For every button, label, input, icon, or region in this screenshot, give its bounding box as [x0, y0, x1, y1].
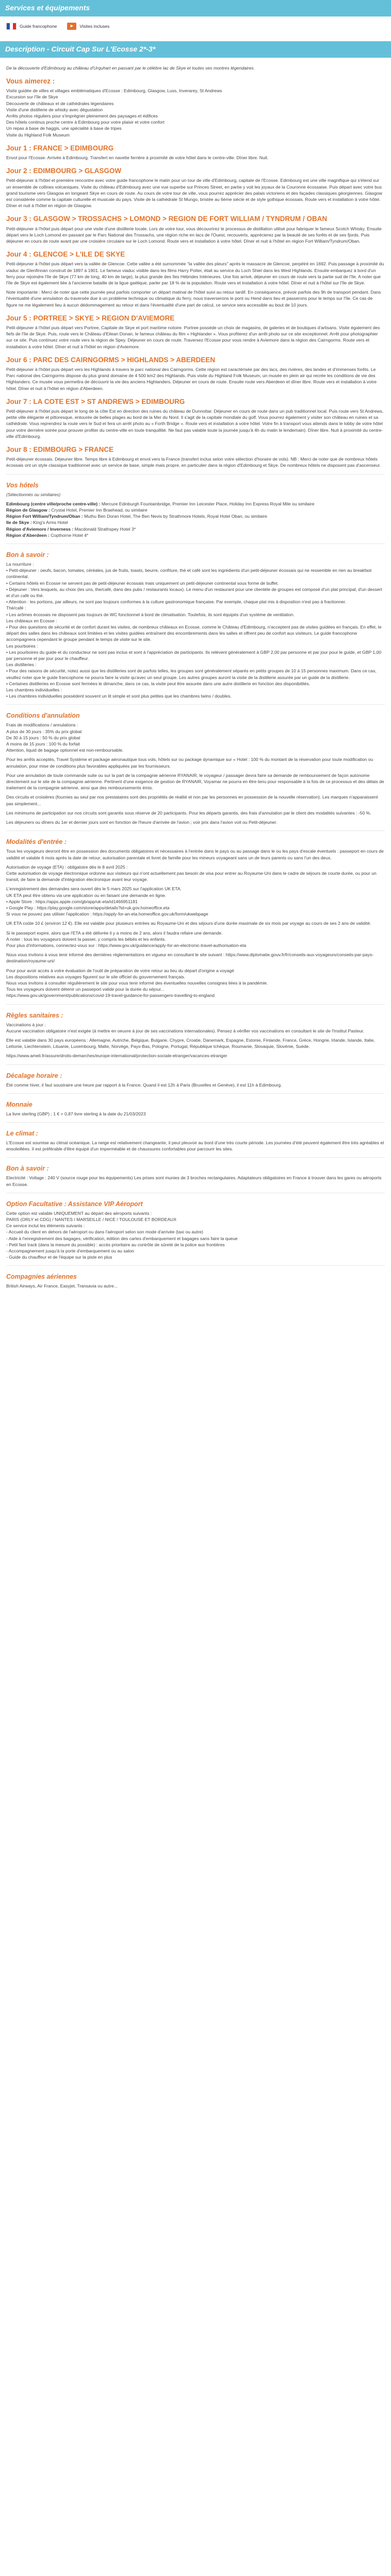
- list-item: UK ETA peut être obtenu via une application ou en faisant une demande en ligne.: [6, 892, 166, 898]
- bon-savoir-2-title: Bon à savoir :: [6, 1165, 49, 1173]
- list-item: - Accompagnement jusqu'à la porte d'embarquement ou au salon: [6, 1248, 134, 1254]
- hotels-list: [6, 501, 385, 538]
- list-item: Si le passeport expire, alors que l'ETA a été délivrée il y a moins de 2 ans, alors il faudra refaire une demande.: [6, 930, 223, 936]
- list-item: Aucune vaccination obligatoire n'est exigée (à mettre en oeuvre à jour de ses vaccinations internationales). Pensez à vérifier vos vaccinations en consultant le site de l'Institut Pasteur.: [6, 1028, 365, 1033]
- climat-text: L'Ecosse est soumise au climat océanique. La neige est relativement changeante, il peut pleuvoir au bord d'une très courte période. Les journées d'été peuvent également être très agréables et ensoleillées. Il est préférable d'être équipé d'un imperméable et de chaussures confortables pour parcourir les sites.: [6, 1140, 384, 1152]
- list-item: • Pour des questions de sécurité et de confort durant les visites, de nombreux châteaux en Ecosse, comme le Château d'Edimbourg, n'acceptent pas de visites guidées en français. En effet, le départ des salles dans les châteaux sont limitées et les visites guidées entraînent des encombrements dans les salles et offrent peu de confort aux visiteurs. Le guide francophone accompagnera cependant le groupe pendant le temps de visite sur le site.: [6, 624, 382, 642]
- list-item: • Attention : les portions, par ailleurs, ne sont pas toujours conformes à la culture gastronomique française. Par exemple, chaque plat mis à disposition n'est pas à fractionner.: [6, 599, 347, 605]
- list-item: Tous les voyageurs devront être en possession des documents obligatoires et nécessaires à l'entrée dans le pays ou au passage dans le ou les pays d'escale éventuels : passeport en cours de validité et valable 6 mois après la date de retour, autorisation parentale et livret de famille pour les mineurs voyageant sans un de leurs parents ou sans l'un des deux.: [6, 849, 384, 860]
- list-item: Les pourboires :: [6, 643, 38, 649]
- list-item: Pour une annulation de toute commande suite ou sur la part de la compagnie aérienne RYANAIR, le voyageur / passager devra faire sa demande de remboursement de façon autonome directement sur le site de la compagnie aérienne. Pertinent d'une exigence de gestion de RYANAIR, Voyamar ne pourra en être tenu pour responsable à la fois de ce processus et des délais de traitement de la compagnie aérienne, ainsi que des remboursements émis.: [6, 772, 384, 791]
- list-item: Pour pour avoir accès à votre évaluation de l'outil de préparation de votre retour au lieu du départ d'origine a voyagé: [6, 968, 234, 973]
- features-row: [0, 16, 391, 36]
- divider: [6, 1004, 385, 1005]
- list-item: Thé/café :: [6, 605, 26, 611]
- decalage-title: Décalage horaire :: [6, 1072, 62, 1079]
- hotel-entry: Région de Glasgow : Crystal Hotel, Premier Inn Braehead, ou similaire: [6, 507, 148, 513]
- list-item: Arrêts photos réguliers pour s'imprégner pleinement des paysages et édifices: [6, 113, 158, 118]
- list-item: Les déjeuners ou dîners du 1er et dernier jours sont en fonction de l'heure d'arrivée de l'avion ; voir prix dans l'avion voit ou Petit-déjeuner.: [6, 820, 278, 825]
- day-4-note: Note importante : Merci de noter que cette journée peut parfois comporter un départ matinal de l'hôtel suivi au retour tardif. En conséquence, prévoir parfois des 9h de transport pendant. Dans l'éventualité d'une annulation du traversée due à un problème technique ou climatique du ferry, nous traverserons le pont ou Hend dans lieu et passerons pour le temps sur l'île. Ce cas de figure ne me légalement lieu à aucun dédommagement au retour et dans l'éventualité d'une part de calcul, ce service sera accessible au bout de 10 jours.: [6, 290, 381, 308]
- assistance-title: Option Facultative : Assistance VIP Aéroport: [6, 1200, 143, 1208]
- list-item: • Apple Store : https://apps.apple.com/gb/app/uk-eta/id1466951181: [6, 899, 138, 904]
- feature-visits-label: Visites incluses: [79, 23, 110, 29]
- day-4-title: Jour 4 : GLENCOE > L'ILE DE SKYE: [6, 250, 125, 259]
- list-item: Autorisation de voyage (ETA) : obligatoire dès le 8 avril 2025 :: [6, 864, 128, 870]
- feature-guide-label: Guide francophone: [20, 23, 57, 29]
- vous-aimerez-list: [6, 88, 385, 138]
- divider: [6, 1064, 385, 1065]
- bon-savoir-1-title: Bon à savoir :: [6, 551, 49, 558]
- divider: [6, 1157, 385, 1158]
- divider: [6, 704, 385, 705]
- feature-guide: [6, 23, 57, 30]
- day-1-text: Envol pour l'Ecosse. Arrivée à Edimbourg. Transfert en navette ferrière à proximité de votre hôtel dans le centre-ville. Dîner libre. Nuit.: [6, 155, 269, 160]
- day-3-text: Petit-déjeuner à l'hôtel puis départ pour une visite d'une distillerie locale. Lors de votre tour, vous découvrirez le processus de distillation utilisé pour fabriquer le fameux Scotch Whisky. Ensuite départ vers le Loch Lomond en passant par le Parc National des Trossachs, une région riche en lacs de l'Ouest, recouverts, apprécierez par la beauté de ses forêts et de ses fjords. Puis déjeuner en cours de route avant par une croisière circulaire sur le Loch Lomond. Route vers et installation à votre hôtel. Dîner et nuit à l'hôtel en région Fort William/Tyndrum/Oban.: [6, 226, 382, 244]
- climat-title: Le climat :: [6, 1129, 38, 1137]
- list-item: Un repas à base de haggis, une spécialité à base de tripes: [6, 126, 122, 131]
- monnaie-text: La livre sterling (GBP) ; 1 € = 0,87 livre sterling à la date du 21/03/2023: [6, 1111, 146, 1116]
- list-item: • Certaines distilleries en Ecosse sont fermées le dimanche, dans ce cas, la visite peut être assurée dans une autre distillerie en fonction des disponibilités.: [6, 681, 311, 686]
- list-item: Des hôtels continus proche centre à Edimbourg pour votre plaisir et votre confort: [6, 120, 165, 125]
- reglements-list: [6, 1022, 385, 1059]
- compagnies-text: British Airways, Air France, Easyjet, Transavia ou autre...: [6, 1283, 118, 1289]
- list-item: Ce service inclut les éléments suivants :: [6, 1223, 85, 1229]
- day-2-title: Jour 2 : EDIMBOURG > GLASGOW: [6, 167, 122, 175]
- hotels-subtitle: (Sélectionnés ou similaires): [6, 492, 61, 497]
- list-item: • Les pourboires du guide et du conducteur ne sont pas inclus et sont à l'appréciation de participants. Ils relèvent généralement à GBP 2,00 par personne et par jour pour le guide, et GBP 1,00 par personne et par jour pour le chauffeur.: [6, 649, 382, 662]
- monnaie-title: Monnaie: [6, 1100, 32, 1108]
- list-item: Elle est valable dans 30 pays européens : Allemagne, Autriche, Belgique, Bulgarie, Chypre, Croatie, Danemark, Espagne, Estonie, Finlande, France, Grèce, Hongrie, Irlande, Islande, Italie, Lettonie, Liechtenstein, Lituanie, Luxembourg, Malte, Norvège, Pays-Bas, Pologne, Portugal, République tchèque, Roumanie, Slovaquie, Slovénie, Suède.: [6, 1037, 375, 1049]
- hotel-entry: Ile de Skye : King's Arms Hotel: [6, 520, 68, 526]
- day-6-title: Jour 6 : PARC DES CAIRNGORMS > HIGHLANDS > ABERDEEN: [6, 355, 216, 364]
- list-item: https://www.ameli.fr/assure/droits-demarches/europe-international/protection-sociale-etranger/vacances-etranger: [6, 1053, 227, 1059]
- list-item: A plus de 30 jours : 35% du prix global: [6, 728, 82, 734]
- list-item: • Les chambres individuelles possèdent souvent un lit simple et sont plus petites que les chambres twins / doubles.: [6, 693, 232, 699]
- hotel-entry: Edimbourg (centre ville/proche centre-ville) : Mercure Edinburgh Fountainbridge, Premier Inn Leicester Place, Holiday Inn Express Royal Mile ou similaire: [6, 501, 315, 506]
- divider: [6, 1093, 385, 1094]
- list-item: - Guide du chauffeur et de l'équipe sur la piste en plus: [6, 1255, 112, 1260]
- services-header: Services et équipements: [0, 0, 391, 16]
- decalage-text: Été comme hiver, il faut soustraire une heure par rapport à la France. Quand il est 12h à Paris (Bruxelles et Genève), il est 11h à Edimbourg.: [6, 1082, 282, 1088]
- list-item: Nous vous invitons à vous tenir informé des dernières réglementations en vigueur en consultant le site suivant : https://www.diplomatie.gouv.fr/fr/conseils-aux-voyageurs/conseils-par-pays-destination/royaume-uni/: [6, 952, 374, 964]
- hotel-entry: Région d'Aberdeen : Copthorne Hotel 4*: [6, 532, 89, 538]
- modalites-title: Modalités d'entrée :: [6, 838, 67, 846]
- description-header: Description - Circuit Cap Sur L'Ecosse 2*-3*: [0, 41, 391, 58]
- divider: [6, 1265, 385, 1266]
- bon-savoir-2-text: Electricité : Voltage : 240 V (source rouge pour les équipements) Les prises sont munies de 3 broches rectangulaires. Adaptateurs obligatoires en France à trouver dans les gares ou aéroports en Ecosse.: [6, 1175, 382, 1187]
- modalites-list: [6, 848, 385, 998]
- list-item: L'enregistrement des demandes sera ouvert dès le 5 mars 2025 sur l'application UK ETA.: [6, 886, 182, 892]
- list-item: • Google Play : https://play.google.com/store/apps/details?id=uk.gov.homeoffice.eta: [6, 905, 170, 910]
- list-item: Les minimums de participation sur nos circuits sont garantis sous réserve de 20 participants. Pour les départs garantis, des frais d'annulation par le client des modalités suivantes : -50 %.: [6, 810, 371, 816]
- list-item: Attention, liquid de bagage optionnel est non-remboursable.: [6, 748, 124, 753]
- bon-savoir-1-list: [6, 561, 385, 699]
- list-item: Les dispositions relatives aux voyages figurent sur le site officiel du gouvernement français.: [6, 974, 186, 979]
- list-item: Cette autorisation de voyage électronique ordonne aux visiteurs qui n'ont actuellement pas besoin de visa pour entrer au Royaume-Uni dans le cadre de séjours de courte durée, ou pour un transit, de faire la demande d'intégration électronique avant leur voyage.: [6, 870, 377, 883]
- list-item: Pour les arrêts acceptés, Travel Système et package aéronautique tous vols, hôtels sur ou package dynamique sur « Hotel : 100 % du montant de la réservation pour toute modification ou annulation, pour mise de conditions plus favorables appliquées par les fournisseurs.: [6, 757, 373, 769]
- list-item: • Déjeuner : Vers lesquels, au choix (les uns, the/café, dans des pubs / restaurants locaux). Le menu d'un restaurant pour une clientèle de groupes est composé d'un plat principal, d'un dessert et d'un café ou thé.: [6, 586, 382, 598]
- day-5-title: Jour 5 : PORTREE > SKYE > REGION D'AVIEMORE: [6, 314, 175, 322]
- list-item: De 30 à 15 jours : 50 % du prix global: [6, 735, 80, 740]
- day-1-title: Jour 1 : FRANCE > EDIMBOURG: [6, 144, 114, 152]
- list-item: Frais de modifications / annulations :: [6, 722, 78, 728]
- list-item: Les châteaux en Ecosse :: [6, 618, 57, 623]
- list-item: Des circuits et croisières (fournies au seul par nos prestataires sont des propriétés de réalité et non par les personnes en possession de la nouvelle réservation). Les marques n'apparaissent pas simplement...: [6, 794, 378, 806]
- divider: [6, 1122, 385, 1123]
- list-item: - Aide à l'enregistrement des bagages, vérification, édition des cartes d'embarquement et bagages sans faire la queue: [6, 1235, 238, 1241]
- day-6-text: Petit-déjeuner à l'hôtel puis départ vers les Highlands à travers le parc national des Cairngorms. Cette région est caractérisée par des lacs, des rivières, des landes et d'immenses forêts. Le Parc national des Cairngorms dispose du plus grand domaine de 4 500 km2 des Highlands. Puis visite du Highland Folk Museum, un musée en plein air qui recrée les conditions de vie des Highlanders. Ce musée vous permettra de découvrir la vie des anciens Highlanders. Déjeuner en cours de route. Ensuite route vers Aberdeen et dîner libre. Route vers et installation à votre hôtel. Dîner et nuit à l'hôtel en région d'Aberdeen.: [6, 366, 377, 391]
- list-item: Visite d'une distillerie de whisky avec dégustation: [6, 107, 103, 112]
- list-item: - Petit fast track (dans la mesure du possible) : accès prioritaire au contrôle de sûreté de la police aux frontières: [6, 1242, 225, 1247]
- list-item: A noter : tous les voyageurs doivent la passer, y compris les bébés et les enfants.: [6, 936, 166, 942]
- content: [0, 58, 391, 1290]
- list-item: Tous les voyageurs doivent détenir un passeport valide pour la durée du séjour...: [6, 987, 165, 992]
- feature-visits: [67, 23, 109, 30]
- hotel-entry: Région d'Aviemore / Inverness : Macdonald Strathspey Hotel 3*: [6, 526, 136, 532]
- list-item: Les distilleries :: [6, 662, 37, 668]
- list-item: La nourriture :: [6, 561, 34, 567]
- list-item: A moins de 15 jours : 100 % du forfait: [6, 741, 80, 747]
- list-item: Découverte de châteaux et de cathédrales légendaires: [6, 100, 114, 106]
- list-item: Excursion sur l'île de Skye: [6, 94, 58, 100]
- day-7-title: Jour 7 : LA COTE EST > ST ANDREWS > EDIMBOURG: [6, 397, 185, 405]
- list-item: • Petit-déjeuner : oeufs, bacon, tomates, céréales, jus de fruits, toasts, beurre, confiture, thé et café sont les ingrédients d'un petit-déjeuner écossais qui ne ressemble en rien au breakfast continental.: [6, 568, 372, 580]
- hotels-title: Vos hôtels: [6, 481, 39, 489]
- reglements-title: Règles sanitaires :: [6, 1011, 63, 1019]
- day-8-text: Petit-déjeuner écossais. Déjeuner libre. Temps libre à Edimbourg et envol vers la France (transfert inclus selon votre sélection d'horaire de vols). NB : Merci de noter que de nombreux hôtels écossais ont un style classique traditionnel avec un service de base, simple mais propre, en particulier dans la région d'Edimbourg et Skye. De nombreux hôtels ne disposent pas d'ascenseur.: [6, 456, 381, 468]
- list-item: UK ETA coûte 10 £ (environ 12 €). Elle est valable pour plusieurs entrées au Royaume-Uni et des séjours d'une durée maximale de six mois par voyage au cours de ses 2 ans de validité.: [6, 921, 371, 926]
- french-flag-icon: [6, 23, 17, 30]
- vous-aimerez-title: Vous aimerez :: [6, 77, 55, 85]
- list-item: Nous vous invitons à consulter régulièrement le site pour vous tenir informé des éventuelles nouvelles consignes liées à la pandémie.: [6, 980, 268, 986]
- list-item: https://www.gov.uk/government/publications/covid-19-travel-guidance-for-passengers-travelling-to-england: [6, 993, 215, 998]
- day-5-text: Petit-déjeuner à l'hôtel puis départ vers Portree, Capitale de Skye et port maritime notoire. Portree possède un choix de magasins, de galeries et de boutiques d'artisans. Visite également des fiefs de l'île de Skye. Puis, route vers le Château d'Eilean Donan, le fameux château du film « Highlander ». Vous profiterez d'un arrêt photo sur ce site exceptionnel. Arrêt pour photographier sur ce site. Puis continuez votre route vers la région de Spey. Déjeuner en cours de route. Traversez l'Ecosse pour vous rendre à Aviemore dans la région des Cairngorms. Route vers et installation à votre hôtel. Dîner et nuit à l'hôtel en région d'Aviemore.: [6, 325, 380, 349]
- list-item: Les chambres individuelles :: [6, 687, 62, 693]
- list-item: - Accueil du client en dehors de l'aéroport ou dans l'aéroport selon son mode d'arrivée (taxi ou autre): [6, 1229, 203, 1235]
- day-8-title: Jour 8 : EDIMBOURG > FRANCE: [6, 445, 114, 453]
- list-item: • Pour des raisons de sécurité, notez aussi que les distilleries sont de parfois telles, les groupes sont généralement séparés en petits groupes de 10 à 15 personnes maximum. Dans ce cas, veuillez noter que le guide francophone ne pourra faire la visite qu'avec un seul groupe. Les autres groupes auront la visite de la distillerie assurée par un guide de la distillerie.: [6, 668, 377, 680]
- hotel-entry: Région Fort William/Tyndrum/Oban : Muthu Ben Doran Hotel, The Ben Nevis by Strathmore Hotels, Royal Hotel Oban, ou similaire: [6, 514, 267, 519]
- list-item: Vaccinations à jour :: [6, 1022, 46, 1027]
- ticket-icon: ►: [67, 23, 76, 30]
- list-item: Pour plus d'informations, connectez-vous sur : https://www.gov.uk/guidance/apply-for-an-electronic-travel-authorisation-eta: [6, 942, 247, 948]
- list-item: Visite du Highland Folk Museum: [6, 132, 70, 138]
- list-item: Visite guidée de villes et villages emblématiques d'Ecosse : Edimbourg, Glasgow, Luss, Inverarey, St Andrews: [6, 88, 222, 94]
- conditions-list: [6, 722, 385, 825]
- list-item: PARIS (ORLY et CDG) / NANTES / MARSEILLE / NICE / TOULOUSE ET BORDEAUX: [6, 1217, 176, 1222]
- list-item: Si vous ne pouvez pas utiliser l'application : https://apply-for-an-eta.homeoffice.gov.uk/form/ukwebpage: [6, 911, 208, 917]
- day-7-text: Petit-déjeuner à l'hôtel puis départ le long de la côte Est en direction des ruines du château de Dunnottar. Déjeuner en cours de route dans un pub traditionnel local. Puis route vers St Andrews, petite ville élégante et pittoresque, entourée de belles plages au bord de la Mer du Nord. Il s'agit de la capitale mondiale du golf. Vous pourrez également y visiter son château en ruines et sa cathédrale. Vous reprendrez la route vers le Sud et fera un arrêt photo au « Forth Bridge ». Route vers et installation à votre hôtel. Votre fin à transport vous attends dans le lobby de votre hôtel pour votre dernière soirée pour prouver profiter du centre-ville en toute tranquillité. Ne faut pas valable toute la journée jusqu'à 4h du matin le lendemain). Dîner libre. Nuit à proximité du centre-ville d'Edimbourg.: [6, 408, 384, 439]
- list-item: • Les arômes écossais ne disposent pas toujours de WC fonctionnel à bord de climatisation. Toutefois, ils sont équipés d'un système de ventilation.: [6, 612, 295, 617]
- conditions-title: Conditions d'annulation: [6, 712, 80, 720]
- list-item: • Certains hôtels en Ecosse ne servent pas de petit-déjeuner écossais mais uniquement un petit-déjeuner continental sous forme de buffet.: [6, 580, 279, 586]
- list-item: Cette option est valable UNIQUEMENT au départ des aéroports suivants :: [6, 1210, 152, 1216]
- compagnies-title: Compagnies aériennes: [6, 1273, 77, 1281]
- day-3-title: Jour 3 : GLASGOW > TROSSACHS > LOMOND > REGION DE FORT WILLIAM / TYNDRUM / OBAN: [6, 215, 328, 223]
- description-intro: De la découverte d'Edimbourg au château d'Urquhart en passant par le célèbre lac de Skye et toutes ses montres légendaires.: [6, 65, 255, 71]
- assistance-list: [6, 1210, 385, 1261]
- day-4-text: Petit-déjeuner à l'hôtel puis départ vers la vallée de Glencoe. Cette vallée a été surnommée "la vallée des pleurs" après le massacre de Glencoe, perpétré en 1692. Puis passage à proximité du viaduc de Glenfinnan construit de 1897 à 1901. Le fameux viaduc visible dans les films Harry Potter, était au service du Loch Shiel dans les West Highlands. Ensuite embarquez à bord d'un ferry pour rejoindre l'île de Skye (77 km de long, 40 km de large), la plus grande des îles Hébrides Intérieures. Une fois arrivé, déjeuner en cours de route vers la partie sud de l'île. A noter que l'île de Skye est également liée à l'ancienne bataille de la ligue gaélique, parler par 18 % de la population. Route vers et installation à votre hôtel. Dîner et nuit à l'hôtel sur l'île de Skye.: [6, 261, 384, 285]
- day-2-text: Petit-déjeuner à l'hôtel et première rencontre avec votre guide francophone le matin pour un tour de ville d'Edimbourg, capitale de l'Ecosse. Edimbourg est une ville magnifique qui s'étend sur un ensemble de collines volcaniques. Visite du château d'Edimbourg avec une vue superbe sur Princes Street, en partie y voit les joyaux de la Couronne écossaise. Puis départ avec votre bus grand tourisme vers Glasgow en longeant Skye en cours de route. Au cours de votre tour de ville, vous pourrez apprécier des palais victoriens et des façades classiques géorgiennes. Glasgow est considérée comme la capitale culturelle et musicale du pays. Visite de la cathédrale St Mungo, bristée au 6ème siècle et de style gothique écossais. Route vers et installation à votre hôtel. Dîner et nuit à l'hôtel en région de Glasgow.: [6, 178, 382, 209]
